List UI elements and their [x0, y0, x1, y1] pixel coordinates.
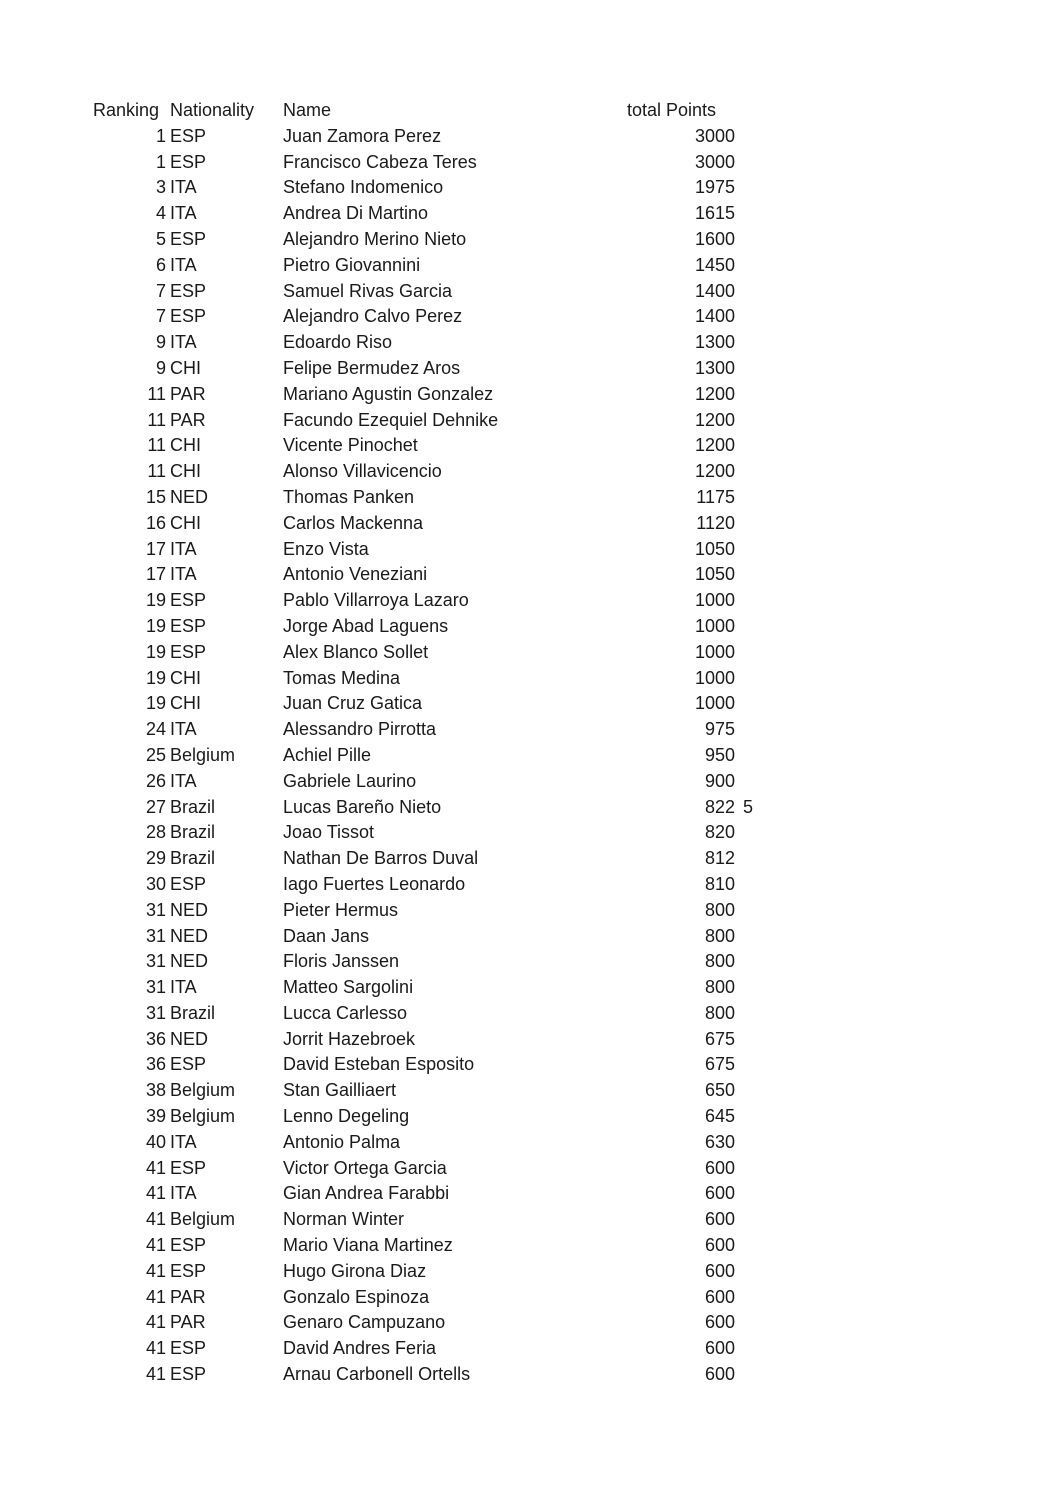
cell-name: Lucas Bareño Nieto — [283, 796, 442, 817]
cell-rank: 41 — [145, 1260, 166, 1281]
cell-name: Pietro Giovannini — [283, 254, 421, 275]
table-row — [93, 975, 780, 1001]
cell-points: 820 — [704, 822, 735, 843]
cell-nationality: CHI — [170, 667, 201, 688]
cell-name: Felipe Bermudez Aros — [283, 357, 461, 378]
cell-points: 645 — [704, 1106, 735, 1127]
cell-nationality: Belgium — [170, 1106, 236, 1127]
cell-rank: 1 — [155, 151, 166, 172]
table-row — [93, 666, 780, 692]
cell-nationality: PAR — [170, 1286, 206, 1307]
cell-nationality: NED — [170, 951, 209, 972]
cell-nationality: ITA — [170, 177, 197, 198]
cell-points: 1450 — [694, 254, 735, 275]
cell-nationality: ESP — [170, 1260, 207, 1281]
cell-nationality: PAR — [170, 409, 206, 430]
cell-nationality: NED — [170, 925, 209, 946]
cell-points: 1175 — [696, 486, 735, 507]
cell-points: 1120 — [696, 512, 735, 533]
cell-rank: 25 — [145, 744, 166, 765]
cell-points: 900 — [704, 770, 735, 791]
table-row — [93, 201, 780, 227]
cell-points: 600 — [704, 1338, 735, 1359]
cell-points: 1000 — [694, 615, 735, 636]
cell-points: 1400 — [694, 306, 735, 327]
cell-nationality: CHI — [170, 357, 201, 378]
cell-nationality: Brazil — [170, 822, 216, 843]
cell-name: Mariano Agustin Gonzalez — [283, 383, 494, 404]
cell-points: 800 — [704, 925, 735, 946]
table-row — [93, 433, 780, 459]
cell-name: Matteo Sargolini — [283, 977, 414, 998]
cell-nationality: ESP — [170, 615, 207, 636]
cell-rank: 19 — [145, 641, 166, 662]
cell-points: 600 — [704, 1312, 735, 1333]
cell-rank: 31 — [145, 925, 166, 946]
cell-name: Juan Cruz Gatica — [283, 693, 423, 714]
cell-name: Facundo Ezequiel Dehnike — [283, 409, 499, 430]
table-row — [93, 924, 780, 950]
table-row — [93, 717, 780, 743]
cell-extra: 5 — [743, 796, 754, 817]
cell-points: 1300 — [694, 357, 735, 378]
cell-rank: 3 — [155, 177, 166, 198]
cell-name: Alex Blanco Sollet — [283, 641, 429, 662]
header-ranking: Ranking — [93, 100, 160, 120]
cell-rank: 41 — [145, 1312, 166, 1333]
table-row — [93, 1078, 780, 1104]
cell-nationality: NED — [170, 1028, 209, 1049]
cell-rank: 29 — [145, 848, 166, 869]
table-header-row — [93, 98, 780, 124]
cell-points: 600 — [704, 1364, 735, 1385]
cell-points: 3000 — [694, 125, 735, 146]
cell-nationality: ITA — [170, 719, 197, 740]
cell-rank: 30 — [145, 873, 166, 894]
table-row — [93, 846, 780, 872]
table-row — [93, 253, 780, 279]
cell-nationality: ESP — [170, 1364, 207, 1385]
ranking-table — [93, 98, 780, 1388]
cell-nationality: PAR — [170, 1312, 206, 1333]
cell-rank: 19 — [145, 615, 166, 636]
cell-rank: 41 — [145, 1157, 166, 1178]
cell-name: Gabriele Laurino — [283, 770, 417, 791]
table-row — [93, 1001, 780, 1027]
cell-nationality: ITA — [170, 770, 197, 791]
cell-name: Norman Winter — [283, 1209, 405, 1230]
cell-name: David Andres Feria — [283, 1338, 437, 1359]
cell-points: 675 — [704, 1028, 735, 1049]
cell-rank: 41 — [145, 1209, 166, 1230]
cell-name: Floris Janssen — [283, 951, 400, 972]
table-row — [93, 769, 780, 795]
cell-name: Jorrit Hazebroek — [283, 1028, 416, 1049]
table-row — [93, 1052, 780, 1078]
cell-nationality: ITA — [170, 1131, 197, 1152]
cell-rank: 5 — [155, 228, 166, 249]
cell-nationality: ESP — [170, 125, 207, 146]
table-row — [93, 537, 780, 563]
table-row — [93, 1207, 780, 1233]
cell-name: Joao Tissot — [283, 822, 375, 843]
table-row — [93, 1336, 780, 1362]
cell-name: Iago Fuertes Leonardo — [283, 873, 466, 894]
cell-rank: 16 — [145, 512, 166, 533]
cell-name: Alonso Villavicencio — [283, 461, 442, 482]
table-row — [93, 227, 780, 253]
cell-points: 1615 — [694, 203, 735, 224]
table-row — [93, 1310, 780, 1336]
cell-rank: 31 — [145, 977, 166, 998]
cell-name: Samuel Rivas Garcia — [283, 280, 453, 301]
cell-nationality: NED — [170, 486, 209, 507]
cell-nationality: ITA — [170, 1183, 197, 1204]
table-row — [93, 124, 780, 150]
header-name: Name — [283, 100, 332, 120]
cell-nationality: ESP — [170, 1157, 207, 1178]
cell-nationality: ESP — [170, 590, 207, 611]
cell-rank: 7 — [155, 306, 166, 327]
table-row — [93, 511, 780, 537]
cell-points: 675 — [704, 1054, 735, 1075]
cell-points: 1200 — [694, 435, 735, 456]
cell-name: Stefano Indomenico — [283, 177, 444, 198]
table-row — [93, 1181, 780, 1207]
cell-points: 800 — [704, 951, 735, 972]
cell-points: 650 — [704, 1080, 735, 1101]
cell-rank: 31 — [145, 1002, 166, 1023]
cell-points: 600 — [704, 1209, 735, 1230]
cell-nationality: ESP — [170, 228, 207, 249]
cell-nationality: ITA — [170, 254, 197, 275]
cell-rank: 17 — [145, 564, 166, 585]
cell-name: David Esteban Esposito — [283, 1054, 475, 1075]
cell-name: Alessandro Pirrotta — [283, 719, 437, 740]
cell-nationality: ESP — [170, 280, 207, 301]
cell-nationality: CHI — [170, 435, 201, 456]
cell-name: Achiel Pille — [283, 744, 372, 765]
cell-nationality: ESP — [170, 641, 207, 662]
cell-nationality: ITA — [170, 564, 197, 585]
cell-nationality: ITA — [170, 977, 197, 998]
table-row — [93, 562, 780, 588]
cell-name: Pieter Hermus — [283, 899, 399, 920]
cell-points: 1975 — [694, 177, 735, 198]
cell-nationality: ESP — [170, 1054, 207, 1075]
cell-points: 3000 — [694, 151, 735, 172]
table-row — [93, 175, 780, 201]
table-row — [93, 1259, 780, 1285]
cell-points: 950 — [704, 744, 735, 765]
cell-points: 1050 — [694, 564, 735, 585]
cell-rank: 19 — [145, 590, 166, 611]
cell-name: Genaro Campuzano — [283, 1312, 446, 1333]
cell-points: 1400 — [694, 280, 735, 301]
cell-nationality: Brazil — [170, 1002, 216, 1023]
cell-nationality: Belgium — [170, 1080, 236, 1101]
cell-rank: 41 — [145, 1235, 166, 1256]
cell-nationality: Belgium — [170, 744, 236, 765]
cell-rank: 11 — [147, 409, 166, 430]
cell-points: 822 — [704, 796, 735, 817]
cell-points: 1000 — [694, 693, 735, 714]
cell-name: Tomas Medina — [283, 667, 401, 688]
cell-nationality: Brazil — [170, 848, 216, 869]
table-row — [93, 1285, 780, 1311]
cell-rank: 41 — [145, 1338, 166, 1359]
cell-name: Alejandro Calvo Perez — [283, 306, 463, 327]
cell-rank: 9 — [155, 357, 166, 378]
cell-name: Arnau Carbonell Ortells — [283, 1364, 471, 1385]
cell-name: Andrea Di Martino — [283, 203, 429, 224]
cell-name: Juan Zamora Perez — [283, 125, 442, 146]
cell-name: Enzo Vista — [283, 538, 369, 559]
cell-name: Thomas Panken — [283, 486, 415, 507]
cell-rank: 19 — [145, 667, 166, 688]
cell-rank: 36 — [145, 1054, 166, 1075]
cell-name: Daan Jans — [283, 925, 370, 946]
table-row — [93, 382, 780, 408]
table-row — [93, 485, 780, 511]
table-row — [93, 1156, 780, 1182]
table-row — [93, 820, 780, 846]
cell-points: 600 — [704, 1235, 735, 1256]
cell-rank: 38 — [145, 1080, 166, 1101]
cell-points: 1000 — [694, 667, 735, 688]
cell-rank: 36 — [145, 1028, 166, 1049]
cell-nationality: ESP — [170, 873, 207, 894]
table-row — [93, 459, 780, 485]
cell-name: Stan Gailliaert — [283, 1080, 397, 1101]
cell-rank: 15 — [145, 486, 166, 507]
cell-rank: 9 — [155, 332, 166, 353]
cell-name: Jorge Abad Laguens — [283, 615, 449, 636]
table-row — [93, 150, 780, 176]
cell-nationality: CHI — [170, 512, 201, 533]
cell-rank: 41 — [145, 1364, 166, 1385]
header-nationality: Nationality — [170, 100, 255, 120]
cell-rank: 39 — [145, 1106, 166, 1127]
table-row — [93, 743, 780, 769]
cell-points: 1000 — [694, 641, 735, 662]
table-row — [93, 614, 780, 640]
cell-name: Gian Andrea Farabbi — [283, 1183, 450, 1204]
table-row — [93, 898, 780, 924]
cell-rank: 26 — [145, 770, 166, 791]
cell-rank: 7 — [155, 280, 166, 301]
cell-nationality: CHI — [170, 461, 201, 482]
cell-points: 600 — [704, 1260, 735, 1281]
cell-rank: 40 — [145, 1131, 166, 1152]
cell-points: 1600 — [694, 228, 735, 249]
header-total-points: total Points — [627, 100, 717, 120]
cell-name: Lucca Carlesso — [283, 1002, 408, 1023]
table-row — [93, 1362, 780, 1388]
cell-nationality: NED — [170, 899, 209, 920]
cell-rank: 11 — [147, 435, 166, 456]
cell-name: Vicente Pinochet — [283, 435, 418, 456]
cell-points: 1300 — [694, 332, 735, 353]
cell-nationality: CHI — [170, 693, 201, 714]
table-row — [93, 795, 780, 821]
cell-name: Lenno Degeling — [283, 1106, 410, 1127]
cell-rank: 24 — [145, 719, 166, 740]
cell-nationality: ITA — [170, 203, 197, 224]
table-row — [93, 1104, 780, 1130]
cell-rank: 41 — [145, 1183, 166, 1204]
cell-name: Antonio Palma — [283, 1131, 401, 1152]
table-row — [93, 304, 780, 330]
cell-rank: 31 — [145, 951, 166, 972]
table-row — [93, 588, 780, 614]
cell-name: Victor Ortega Garcia — [283, 1157, 447, 1178]
cell-rank: 1 — [155, 125, 166, 146]
cell-name: Gonzalo Espinoza — [283, 1286, 430, 1307]
table-row — [93, 356, 780, 382]
table-row — [93, 691, 780, 717]
cell-nationality: Belgium — [170, 1209, 236, 1230]
cell-name: Francisco Cabeza Teres — [283, 151, 477, 172]
cell-name: Edoardo Riso — [283, 332, 393, 353]
cell-points: 600 — [704, 1183, 735, 1204]
cell-points: 1200 — [694, 409, 735, 430]
cell-points: 600 — [704, 1286, 735, 1307]
cell-nationality: ESP — [170, 1235, 207, 1256]
cell-name: Carlos Mackenna — [283, 512, 424, 533]
table-row — [93, 949, 780, 975]
cell-rank: 17 — [145, 538, 166, 559]
cell-rank: 27 — [145, 796, 166, 817]
table-row — [93, 640, 780, 666]
table-row — [93, 1130, 780, 1156]
table-row — [93, 330, 780, 356]
cell-nationality: ITA — [170, 332, 197, 353]
cell-rank: 19 — [145, 693, 166, 714]
cell-rank: 4 — [155, 203, 166, 224]
cell-name: Nathan De Barros Duval — [283, 848, 479, 869]
cell-points: 800 — [704, 899, 735, 920]
cell-points: 600 — [704, 1157, 735, 1178]
cell-points: 800 — [704, 977, 735, 998]
cell-rank: 41 — [145, 1286, 166, 1307]
cell-points: 1200 — [694, 383, 735, 404]
cell-points: 630 — [704, 1131, 735, 1152]
cell-rank: 31 — [145, 899, 166, 920]
cell-name: Alejandro Merino Nieto — [283, 228, 467, 249]
table-row — [93, 1233, 780, 1259]
table-row — [93, 872, 780, 898]
cell-points: 810 — [704, 873, 735, 894]
cell-points: 1050 — [694, 538, 735, 559]
cell-nationality: ESP — [170, 1338, 207, 1359]
cell-nationality: ESP — [170, 151, 207, 172]
cell-rank: 11 — [147, 383, 166, 404]
cell-rank: 6 — [155, 254, 166, 275]
cell-nationality: ESP — [170, 306, 207, 327]
cell-rank: 11 — [147, 461, 166, 482]
cell-nationality: PAR — [170, 383, 206, 404]
table-row — [93, 408, 780, 434]
cell-name: Mario Viana Martinez — [283, 1235, 453, 1256]
cell-points: 800 — [704, 1002, 735, 1023]
cell-points: 812 — [704, 848, 735, 869]
table-row — [93, 279, 780, 305]
cell-points: 1000 — [694, 590, 735, 611]
cell-name: Pablo Villarroya Lazaro — [283, 590, 469, 611]
cell-name: Antonio Veneziani — [283, 564, 428, 585]
cell-nationality: ITA — [170, 538, 197, 559]
cell-points: 975 — [704, 719, 735, 740]
cell-points: 1200 — [694, 461, 735, 482]
table-row — [93, 1027, 780, 1053]
cell-rank: 28 — [145, 822, 166, 843]
table-rows — [93, 124, 780, 1388]
cell-name: Hugo Girona Diaz — [283, 1260, 427, 1281]
cell-nationality: Brazil — [170, 796, 216, 817]
